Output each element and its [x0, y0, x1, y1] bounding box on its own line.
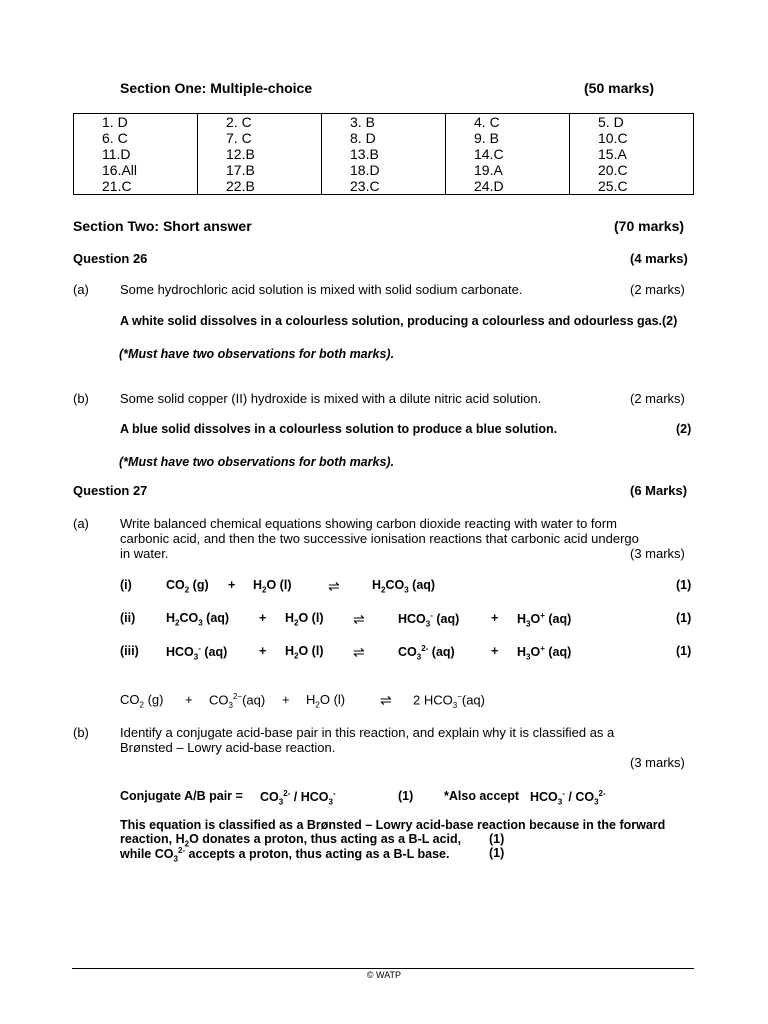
q26-part-a-label: (a): [73, 282, 89, 297]
section-two-title: Section Two: Short answer: [73, 218, 252, 234]
mc-answer-cell: 10.C: [570, 130, 694, 146]
equation-iii-plus-2: +: [491, 644, 499, 658]
question-27-marks: (6 Marks): [630, 483, 688, 498]
reaction-reactant-2: $CO_3^{2-}(aq)$: [209, 692, 266, 710]
mc-answer-cell: 17.B: [198, 162, 322, 178]
q27-part-b-label: (b): [73, 725, 89, 740]
explanation-line3: while $CO_3^{2-}$ accepts a proton, thus acting as a B-L base.: [120, 846, 450, 864]
mc-answer-cell: 13.B: [322, 146, 446, 162]
equation-iii-mark: (1): [676, 644, 692, 658]
q27-part-a-line1: Write balanced chemical equations showing carbon dioxide reacting with water to form: [120, 516, 617, 531]
question-26-title: Question 26: [73, 251, 148, 266]
q26-part-a-answer: A white solid dissolves in a colourless solution, producing a colourless and odourless gas.(2): [120, 314, 678, 328]
q26-part-b-marks: (2 marks): [630, 391, 685, 406]
q26-part-a-note: (*Must have two observations for both marks).: [119, 347, 395, 361]
mc-answer-cell: 15.A: [570, 146, 694, 162]
q27-part-a-marks: (3 marks): [630, 546, 685, 561]
equation-iii-reactant-2: $H_2O$ (l): [285, 644, 324, 661]
mc-answer-cell: 18.D: [322, 162, 446, 178]
equation-ii-reactant-1: $H_2CO_3$ (aq): [166, 611, 230, 628]
explanation-line2: reaction, $H_2O$ donates a proton, thus acting as a B-L acid,: [120, 832, 462, 849]
mc-answer-cell: 21.C: [74, 178, 198, 195]
q26-part-b-text: Some solid copper (II) hydroxide is mixed with a dilute nitric acid solution.: [120, 391, 542, 406]
mc-row: [74, 130, 694, 146]
reaction-reactant-1: $CO_2$ (g): [120, 692, 164, 710]
mc-answer-cell: 23.C: [322, 178, 446, 195]
equation-iii-reactant-1: $HCO_3^-$ (aq): [166, 644, 228, 662]
footer-divider: [72, 968, 694, 969]
explanation-line1: This equation is classified as a Brønsted – Lowry acid-base reaction because in the forward: [120, 818, 666, 832]
also-accept-value: $HCO_3^- / CO_3^{2-}$: [530, 789, 606, 807]
q26-part-b-label: (b): [73, 391, 89, 406]
q26-part-b-note: (*Must have two observations for both marks).: [119, 455, 395, 469]
section-one-marks: (50 marks): [584, 80, 655, 96]
reaction-product: 2 $HCO_3^-(aq)$: [413, 692, 485, 710]
q27-part-a-label: (a): [73, 516, 89, 531]
q26-part-b-answer-mark: (2): [676, 422, 692, 436]
reaction-plus-1: +: [185, 692, 193, 707]
equation-iii-label: (iii): [120, 644, 139, 658]
equation-ii-label: (ii): [120, 611, 136, 625]
section-one-title: Section One: Multiple-choice: [120, 80, 313, 96]
equation-i-reactant-2: $H_2O$ (l): [253, 578, 292, 595]
mc-answer-cell: 7. C: [198, 130, 322, 146]
equation-ii-product-1: $HCO_3^-$ (aq): [398, 611, 460, 629]
q27-part-b-marks: (3 marks): [630, 755, 685, 770]
conjugate-pair-mark: (1): [398, 789, 414, 803]
equation-iii-plus: +: [259, 644, 267, 658]
mc-answer-cell: 16.All: [74, 162, 198, 178]
mc-answer-cell: 8. D: [322, 130, 446, 146]
explanation-line3-mark: (1): [489, 846, 505, 860]
mc-answer-cell: 2. C: [198, 114, 322, 131]
equilibrium-arrow-icon: ⇌: [328, 578, 340, 594]
q27-part-a-line3: in water.: [120, 546, 169, 561]
multiple-choice-answer-table: [73, 113, 694, 195]
mc-row: [74, 114, 694, 131]
q26-part-a-marks: (2 marks): [630, 282, 685, 297]
mc-answer-cell: 9. B: [446, 130, 570, 146]
reaction-reactant-3: $H_2O$ (l): [306, 692, 346, 710]
q27-part-b-line2: Brønsted – Lowry acid-base reaction.: [120, 740, 336, 755]
equation-ii-reactant-2: $H_2O$ (l): [285, 611, 324, 628]
section-two-marks: (70 marks): [614, 218, 685, 234]
mc-answer-cell: 4. C: [446, 114, 570, 131]
mc-answer-cell: 5. D: [570, 114, 694, 131]
mc-answer-cell: 1. D: [74, 114, 198, 131]
mc-answer-cell: 20.C: [570, 162, 694, 178]
question-27-title: Question 27: [73, 483, 148, 498]
mc-row: [74, 162, 694, 178]
mc-answer-cell: 6. C: [74, 130, 198, 146]
question-26-marks: (4 marks): [630, 251, 688, 266]
footer-copyright: © WATP: [366, 970, 402, 980]
mc-answer-cell: 25.C: [570, 178, 694, 195]
q26-part-a-text: Some hydrochloric acid solution is mixed with solid sodium carbonate.: [120, 282, 523, 297]
equation-iii-product-2: $H_3O^+$ (aq): [517, 644, 572, 662]
equation-i-plus: +: [228, 578, 236, 592]
equation-ii-plus-2: +: [491, 611, 499, 625]
reaction-plus-2: +: [282, 692, 290, 707]
mc-row: [74, 178, 694, 195]
equation-i-label: (i): [120, 578, 132, 592]
mc-answer-cell: 19.A: [446, 162, 570, 178]
equation-i-mark: (1): [676, 578, 692, 592]
q27-part-b-line1: Identify a conjugate acid-base pair in this reaction, and explain why it is classified as a: [120, 725, 615, 740]
equation-i-product: $H_2CO_3$ (aq): [372, 578, 436, 595]
conjugate-pair-label: Conjugate A/B pair =: [120, 789, 243, 803]
equilibrium-arrow-icon: ⇌: [353, 611, 365, 627]
mc-answer-cell: 24.D: [446, 178, 570, 195]
equation-ii-mark: (1): [676, 611, 692, 625]
equation-i-reactant-1: $CO_2$ (g): [166, 578, 209, 595]
explanation-line2-mark: (1): [489, 832, 505, 846]
equation-iii-product-1: $CO_3^{2-}$ (aq): [398, 644, 455, 662]
mc-answer-cell: 22.B: [198, 178, 322, 195]
q26-part-b-answer: A blue solid dissolves in a colourless solution to produce a blue solution.: [120, 422, 558, 436]
equilibrium-arrow-icon: ⇌: [380, 692, 392, 708]
equation-ii-product-2: $H_3O^+$ (aq): [517, 611, 572, 629]
conjugate-pair-value: $CO_3^{2-} / HCO_3^-$: [260, 789, 336, 807]
mc-answer-cell: 3. B: [322, 114, 446, 131]
mc-answer-cell: 12.B: [198, 146, 322, 162]
q27-part-a-line2: carbonic acid, and then the two successive ionisation reactions that carbonic acid undergo: [120, 531, 639, 546]
mc-answer-cell: 14.C: [446, 146, 570, 162]
equation-ii-plus: +: [259, 611, 267, 625]
mc-row: [74, 146, 694, 162]
also-accept-label: *Also accept: [444, 789, 520, 803]
mc-answer-cell: 11.D: [74, 146, 198, 162]
equilibrium-arrow-icon: ⇌: [353, 644, 365, 660]
